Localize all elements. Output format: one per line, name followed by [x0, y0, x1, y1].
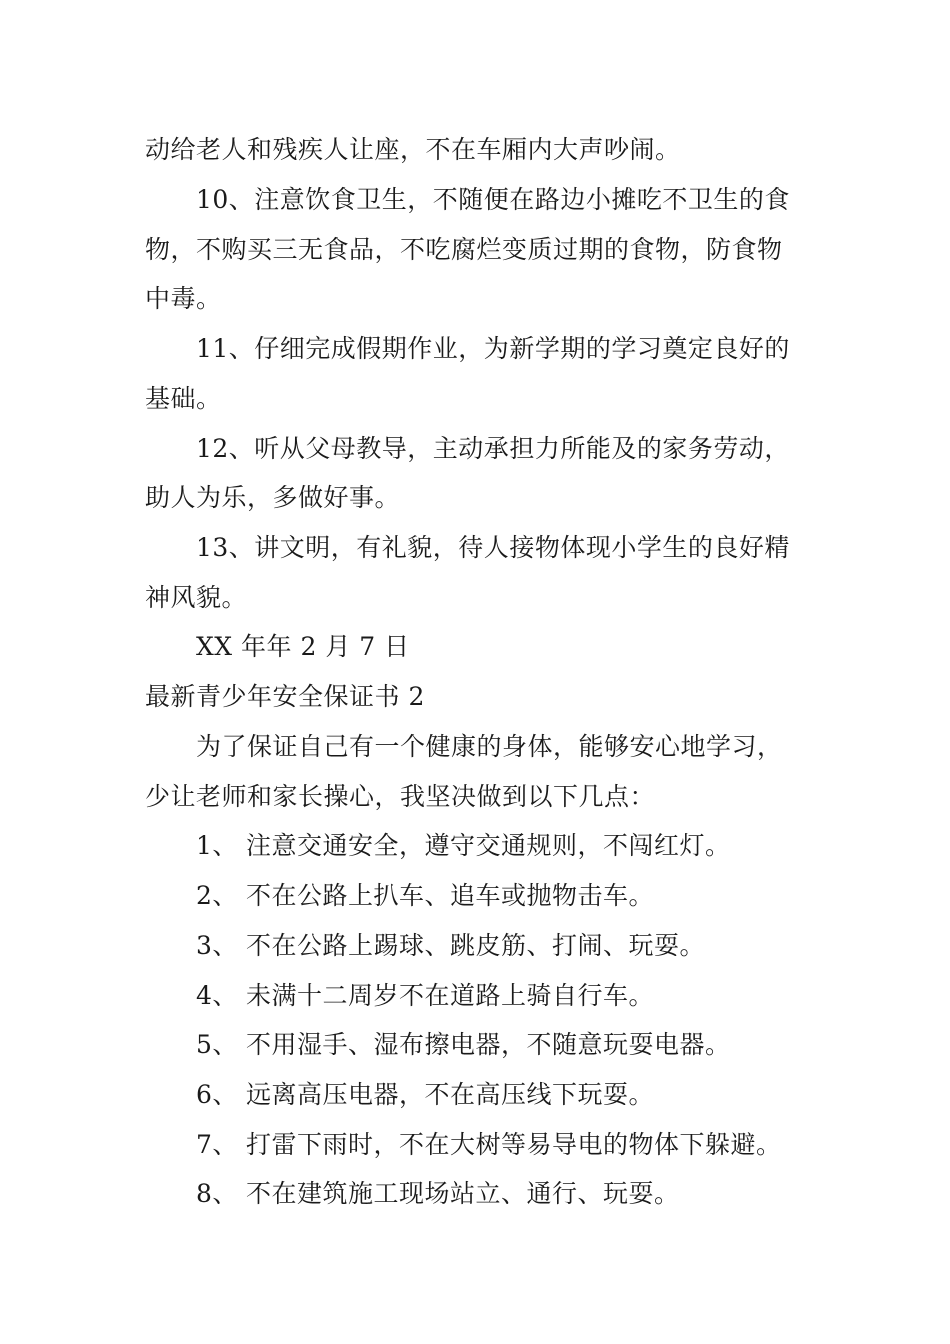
intro-line-2: 少让老师和家长操心，我坚决做到以下几点：: [145, 782, 656, 811]
list-item-number: 8、: [196, 1179, 238, 1208]
item-10-line-1: 10、注意饮食卫生，不随便在路边小摊吃不卫生的食: [196, 185, 790, 214]
item-10-line-3: 中毒。: [145, 284, 222, 313]
item-10-line-2: 物，不购买三无食品，不吃腐烂变质过期的食物，防食物: [145, 235, 783, 264]
list-item-text: 不在公路上踢球、跳皮筋、打闹、玩耍。: [246, 931, 706, 960]
item-13-line-1: 13、讲文明，有礼貌，待人接物体现小学生的良好精: [196, 533, 790, 562]
list-item-number: 5、: [196, 1030, 238, 1059]
list-item-text: 注意交通安全，遵守交通规则，不闯红灯。: [246, 831, 731, 860]
item-12-line-2: 助人为乐，多做好事。: [145, 483, 401, 512]
list-item-number: 2、: [196, 881, 238, 910]
list-item-number: 7、: [196, 1130, 238, 1159]
list-item-number: 4、: [196, 981, 238, 1010]
section-title: 最新青少年安全保证书 2: [145, 682, 425, 711]
list-item-text: 不用湿手、湿布擦电器，不随意玩耍电器。: [246, 1030, 731, 1059]
list-item-text: 不在公路上扒车、追车或抛物击车。: [246, 881, 655, 910]
item-11-line-1: 11、仔细完成假期作业，为新学期的学习奠定良好的: [196, 334, 790, 363]
item-12-line-1: 12、听从父母教导，主动承担力所能及的家务劳动，: [196, 434, 790, 463]
list-item-text: 打雷下雨时，不在大树等易导电的物体下躲避。: [246, 1130, 782, 1159]
date-line: XX 年年 2 月 7 日: [196, 632, 410, 661]
paragraph-continuation: 动给老人和残疾人让座，不在车厢内大声吵闹。: [145, 135, 681, 164]
list-item-text: 远离高压电器，不在高压线下玩耍。: [246, 1080, 655, 1109]
list-item-number: 1、: [196, 831, 238, 860]
list-item-text: 未满十二周岁不在道路上骑自行车。: [246, 981, 655, 1010]
list-item-number: 6、: [196, 1080, 238, 1109]
item-13-line-2: 神风貌。: [145, 583, 248, 612]
item-11-line-2: 基础。: [145, 384, 222, 413]
list-item-text: 不在建筑施工现场站立、通行、玩耍。: [246, 1179, 680, 1208]
list-item-number: 3、: [196, 931, 238, 960]
intro-line-1: 为了保证自己有一个健康的身体，能够安心地学习，: [196, 732, 783, 761]
